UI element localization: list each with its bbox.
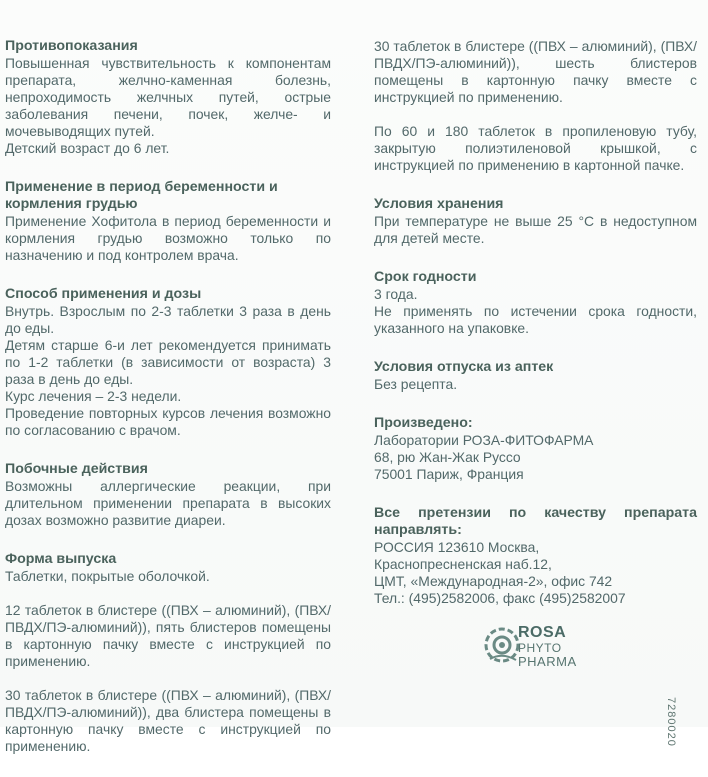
right-column [374,38,697,629]
dosage-section [5,286,331,439]
claims-section [374,505,697,607]
storage-section [374,196,697,247]
contraindications-heading: Противопоказания [5,38,138,54]
pregnancy-text: Применение Хофитола в период беременности и кормления грудью возможно только по назначению и под контролем врача. [5,213,331,263]
dispensing-section [374,359,697,393]
form-heading: Форма выпуска [5,551,117,567]
shelf-life-warning: Не применять по истечении срока годности, указанного на упаковке. [374,303,697,336]
manufacturer-city: 75001 Париж, Франция [374,466,524,482]
claims-office: ЦМТ, «Международная-2», офис 742 [374,573,613,589]
form-tablets: Таблетки, покрытые оболочкой. [5,568,210,584]
claims-phone: Тел.: (495)2582006, факс (495)2582007 [374,590,626,606]
form-section [5,551,331,755]
contraindications-text: Повышенная чувствительность к компонентам препарата, желчно-каменная болезнь, непроходимость желчных путей, острые заболевания печени, почек, желче- и мочевыводящих путей. [5,55,331,139]
pregnancy-section [5,179,331,264]
pregnancy-heading: Применение в период беременности и кормления грудью [5,179,278,212]
side-effects-heading: Побочные действия [5,461,148,477]
shelf-life-years: 3 года. [374,286,418,302]
manufacturer-heading: Произведено: [374,415,473,431]
print-code: 7280020 [665,697,677,747]
logo-phyto-text: PHYTO [518,641,562,655]
side-effects-text: Возможны аллергические реакции, при длительном применении препарата в высоких дозах возможно развитие диареи. [5,478,331,528]
form-continued-section [374,38,697,174]
dispensing-text: Без рецепта. [374,376,458,392]
claims-address: Краснопресненская наб.12, [374,556,552,572]
storage-heading: Условия хранения [374,196,504,212]
side-effects-section [5,461,331,529]
form-tube: По 60 и 180 таблеток в пропиленовую тубу, закрытую полиэтиленовой крышкой, с инструкцией по применению в картонной пачке. [374,123,697,173]
contraindications-age: Детский возраст до 6 лет. [5,140,170,156]
left-column [5,38,331,777]
form-pack-30x2: 30 таблеток в блистере ((ПВХ – алюминий), (ПВХ/ ПВДХ/ПЭ-алюминий)), два блистера помещены в картонную пачку вместе с инструкцией по применению. [5,687,331,754]
manufacturer-section [374,415,697,483]
dosage-repeat: Проведение повторных курсов лечения возможно по согласованию с врачом. [5,405,331,438]
dosage-course: Курс лечения – 2-3 недели. [5,388,182,404]
claims-heading: Все претензии по качеству препарата направлять: [374,505,697,538]
contraindications-section [5,38,331,157]
dispensing-heading: Условия отпуска из аптек [374,359,554,375]
logo-rosa-text: ROSA [518,624,567,641]
rosa-phytopharma-logo [480,622,600,678]
dosage-children: Детям старше 6-и лет рекомендуется принимать по 1-2 таблетки (в зависимости от возраста) 3 раза в день до еды. [5,337,331,387]
form-pack-12: 12 таблеток в блистере ((ПВХ – алюминий), (ПВХ/ ПВДХ/ПЭ-алюминий)), пять блистеров помещены в картонную пачку вместе с инструкцией по применению. [5,602,331,669]
form-pack-30x6: 30 таблеток в блистере ((ПВХ – алюминий), (ПВХ/ ПВДХ/ПЭ-алюминий)), шесть блистеров помещены в картонную пачку вместе с инструкцией по применению. [374,38,697,105]
shelf-life-heading: Срок годности [374,269,477,285]
dosage-heading: Способ применения и дозы [5,286,202,302]
manufacturer-street: 68, рю Жан-Жак Руссо [374,449,521,465]
claims-country: РОССИЯ 123610 Москва, [374,539,540,555]
shelf-life-section [374,269,697,337]
logo-pharma-text: PHARMA [518,654,577,669]
manufacturer-name: Лаборатории РОЗА-ФИТОФАРМА [374,432,594,448]
storage-text: При температуре не выше 25 °C в недоступном для детей месте. [374,213,697,246]
dosage-adults: Внутрь. Взрослым по 2-3 таблетки 3 раза в день до еды. [5,303,331,336]
